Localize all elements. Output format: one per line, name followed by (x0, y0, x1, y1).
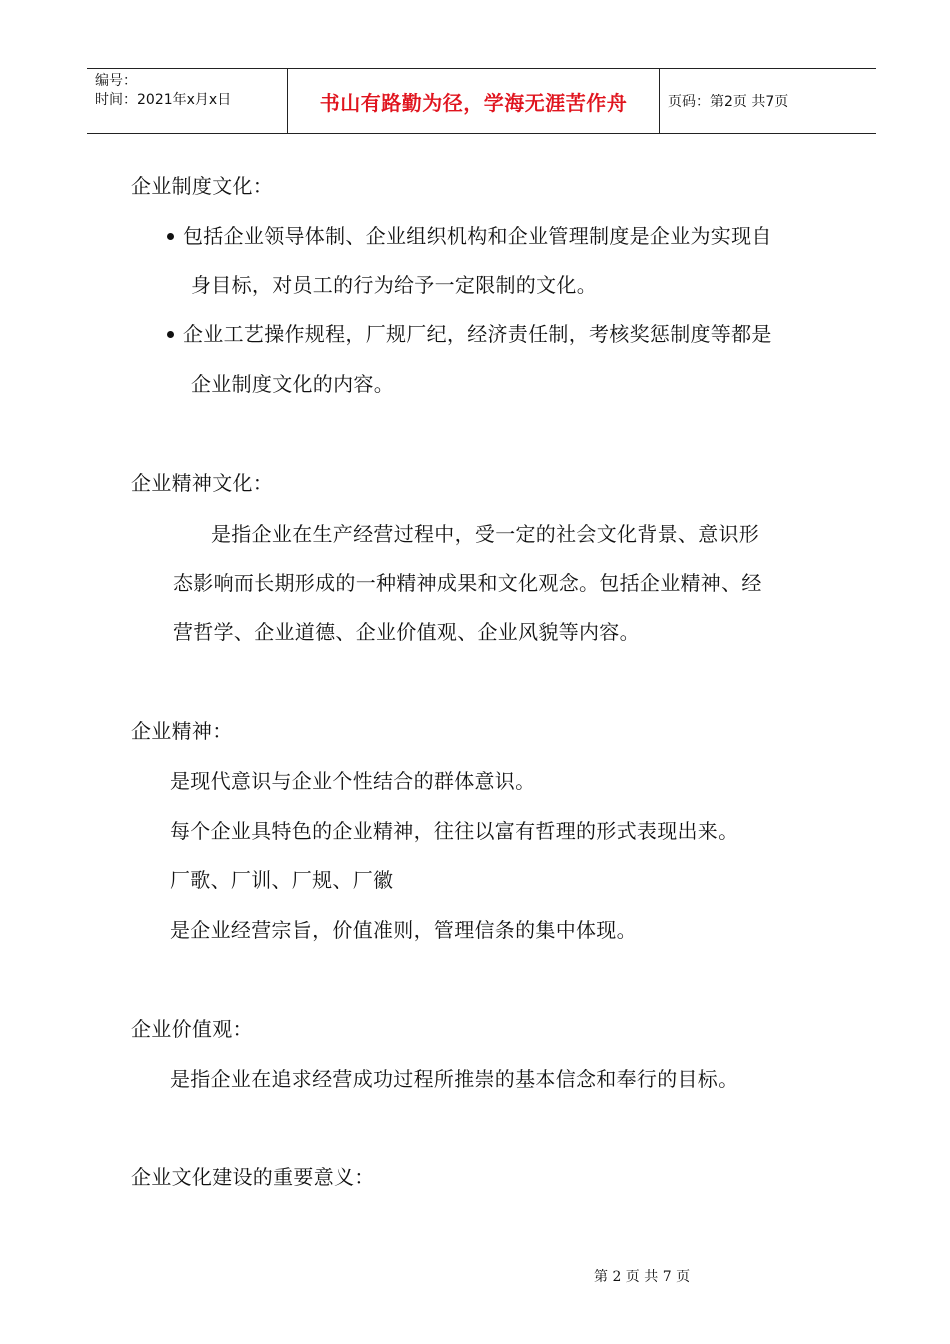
system-bullet-2-line-1: 企业工艺操作规程，厂规厂纪，经济责任制，考核奖惩制度等都是 (183, 322, 772, 346)
spirit-line-3: 厂歌、厂训、厂规、厂徽 (170, 868, 394, 892)
header-time: 时间：2021年x月x日 (95, 92, 232, 108)
header-meta (87, 69, 287, 133)
header-number: 编号： (95, 73, 137, 89)
page-footer: 第 2 页 共 7 页 (594, 1269, 691, 1285)
section-heading-spirit-culture: 企业精神文化： (131, 471, 274, 495)
values-line-1: 是指企业在追求经营成功过程所推崇的基本信念和奉行的目标。 (170, 1067, 739, 1091)
page-header (87, 68, 876, 134)
section-heading-system-culture: 企业制度文化： (131, 174, 274, 198)
spirit-line-4: 是企业经营宗旨，价值准则，管理信条的集中体现。 (170, 918, 637, 942)
header-motto: 书山有路勤为径，学海无涯苦作舟 (287, 69, 660, 133)
header-page-number: 页码：第2页 共7页 (668, 94, 789, 110)
spirit-culture-line-1: 是指企业在生产经营过程中，受一定的社会文化背景、意识形 (211, 522, 760, 546)
spirit-line-2: 每个企业具特色的企业精神，往往以富有哲理的形式表现出来。 (170, 819, 739, 843)
bullet-dot-icon (167, 331, 174, 338)
section-heading-significance: 企业文化建设的重要意义： (131, 1165, 375, 1189)
section-heading-spirit: 企业精神： (131, 719, 233, 743)
spirit-line-1: 是现代意识与企业个性结合的群体意识。 (170, 769, 536, 793)
bullet-dot-icon (167, 233, 174, 240)
system-bullet-1-line-2: 身目标，对员工的行为给予一定限制的文化。 (191, 273, 597, 297)
system-bullet-2-line-2: 企业制度文化的内容。 (191, 372, 394, 396)
spirit-culture-line-3: 营哲学、企业道德、企业价值观、企业风貌等内容。 (173, 620, 640, 644)
system-bullet-1-line-1: 包括企业领导体制、企业组织机构和企业管理制度是企业为实现自 (183, 224, 772, 248)
section-heading-values: 企业价值观： (131, 1017, 253, 1041)
spirit-culture-line-2: 态影响而长期形成的一种精神成果和文化观念。包括企业精神、经 (173, 571, 762, 595)
